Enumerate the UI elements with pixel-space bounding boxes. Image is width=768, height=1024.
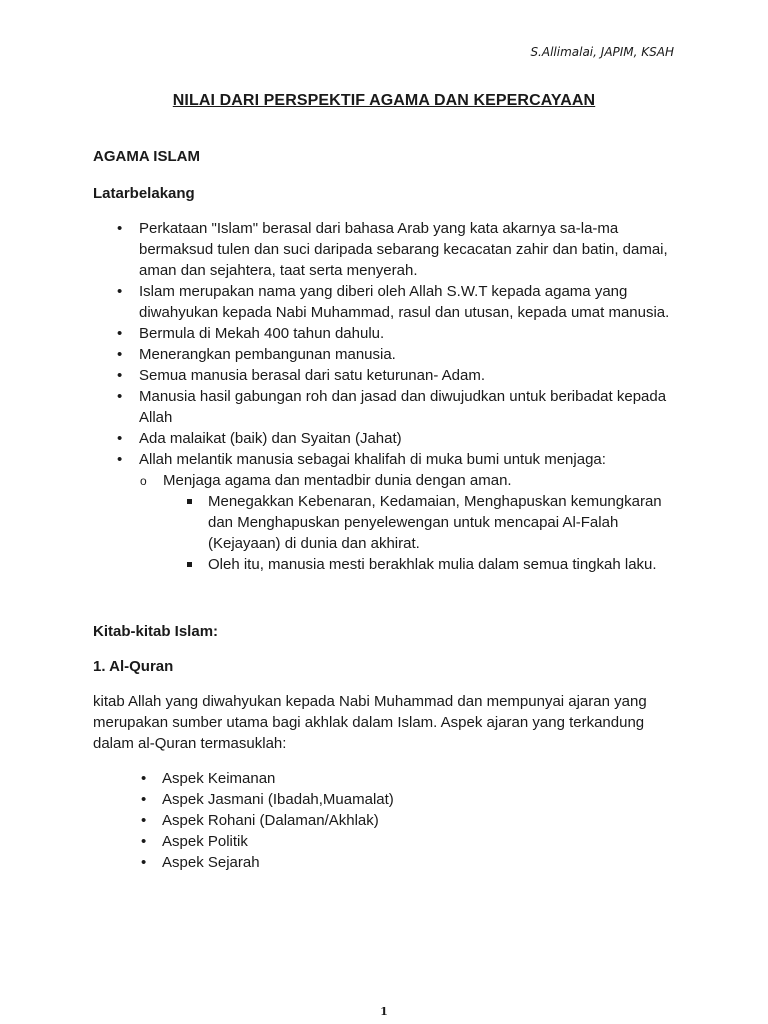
list-item-text: Aspek Rohani (Dalaman/Akhlak): [162, 812, 379, 829]
list-item: [93, 831, 683, 852]
list-item: [93, 810, 683, 831]
list-item-text: Aspek Keimanan: [162, 770, 276, 787]
list-item-text: Manusia hasil gabungan roh dan jasad dan diwujudkan untuk beribadat kepada Allah: [139, 388, 667, 426]
list-item: [93, 386, 683, 428]
list-item-text: Perkataan "Islam" berasal dari bahasa Arab yang kata akarnya sa-la-ma bermaksud tulen dan suci daripada sebarang kecacatan zahir dan batin, damai, aman dan sejahtera, taat serta menyerah.: [139, 220, 668, 279]
list-item-text: Aspek Jasmani (Ibadah,Muamalat): [162, 791, 394, 808]
bullet-icon: •: [141, 770, 147, 787]
page-number: 1: [380, 1005, 388, 1018]
page-header-author: S.Allimalai, JAPIM, KSAH: [530, 45, 674, 59]
section-subheading: Latarbelakang: [93, 185, 195, 202]
sub-list-item-text: Menjaga agama dan mentadbir dunia dengan aman.: [163, 472, 512, 489]
list-item: [93, 344, 683, 365]
list-item: [93, 218, 683, 281]
list-item: [93, 281, 683, 323]
sub-sub-list-item-text: Menegakkan Kebenaran, Kedamaian, Menghapuskan kemungkaran dan Menghapuskan penyelewengan untuk mencapai Al-Falah (Kejayaan) di dunia dan akhirat.: [208, 493, 662, 552]
list-item-text: Bermula di Mekah 400 tahun dahulu.: [139, 325, 385, 342]
sub-sub-bullet-list: [163, 491, 683, 575]
aspect-bullet-list: [93, 768, 683, 873]
bullet-icon: •: [141, 812, 147, 829]
list-item: [93, 768, 683, 789]
bullet-icon: •: [141, 791, 147, 808]
sub-sub-list-item-text: Oleh itu, manusia mesti berakhlak mulia dalam semua tingkah laku.: [208, 556, 657, 573]
document-title: NILAI DARI PERSPEKTIF AGAMA DAN KEPERCAYAAN: [172, 92, 596, 109]
quran-paragraph: kitab Allah yang diwahyukan kepada Nabi Muhammad dan mempunyai ajaran yang merupakan sumber utama bagi akhlak dalam Islam. Aspek ajaran yang terkandung dalam al-Quran termasuklah:: [93, 693, 647, 752]
list-item-text: Aspek Politik: [162, 833, 248, 850]
list-item: [93, 852, 683, 873]
square-bullet-icon: [187, 562, 192, 567]
list-item-text: Menerangkan pembangunan manusia.: [139, 346, 396, 363]
sub-sub-list-item: [163, 491, 683, 554]
list-item: [93, 323, 683, 344]
list-item-text: Islam merupakan nama yang diberi oleh Allah S.W.T kepada agama yang diwahyukan kepada Nabi Muhammad, rasul dan utusan, kepada umat manusia.: [139, 283, 670, 321]
bullet-icon: •: [117, 388, 123, 405]
bullet-icon: •: [117, 451, 123, 468]
bullet-icon: •: [117, 367, 123, 384]
list-item: [93, 449, 683, 575]
bullet-icon: •: [117, 346, 123, 363]
bullet-icon: •: [117, 220, 123, 237]
sub-bullet-list: [139, 470, 683, 575]
bullet-icon: •: [117, 430, 123, 447]
document-body: [93, 146, 683, 873]
list-item-text: Semua manusia berasal dari satu keturunan- Adam.: [139, 367, 486, 384]
sub-sub-list-item: [163, 554, 683, 575]
quran-heading: 1. Al-Quran: [93, 658, 174, 675]
kitab-heading: Kitab-kitab Islam:: [93, 623, 219, 640]
section-heading: AGAMA ISLAM: [93, 148, 200, 165]
bullet-icon: •: [141, 833, 147, 850]
square-bullet-icon: [187, 499, 192, 504]
bullet-icon: •: [117, 283, 123, 300]
bullet-icon: •: [117, 325, 123, 342]
list-item: [93, 789, 683, 810]
sub-list-item: [139, 470, 683, 575]
list-item: [93, 365, 683, 386]
list-item: [93, 428, 683, 449]
list-item-text: Allah melantik manusia sebagai khalifah di muka bumi untuk menjaga:: [139, 451, 606, 468]
bullet-icon: •: [141, 854, 147, 871]
background-bullet-list: [93, 218, 683, 575]
list-item-text: Aspek Sejarah: [162, 854, 260, 871]
section-spacer: [93, 575, 683, 621]
list-item-text: Ada malaikat (baik) dan Syaitan (Jahat): [139, 430, 402, 447]
circle-bullet-icon: o: [140, 474, 147, 488]
